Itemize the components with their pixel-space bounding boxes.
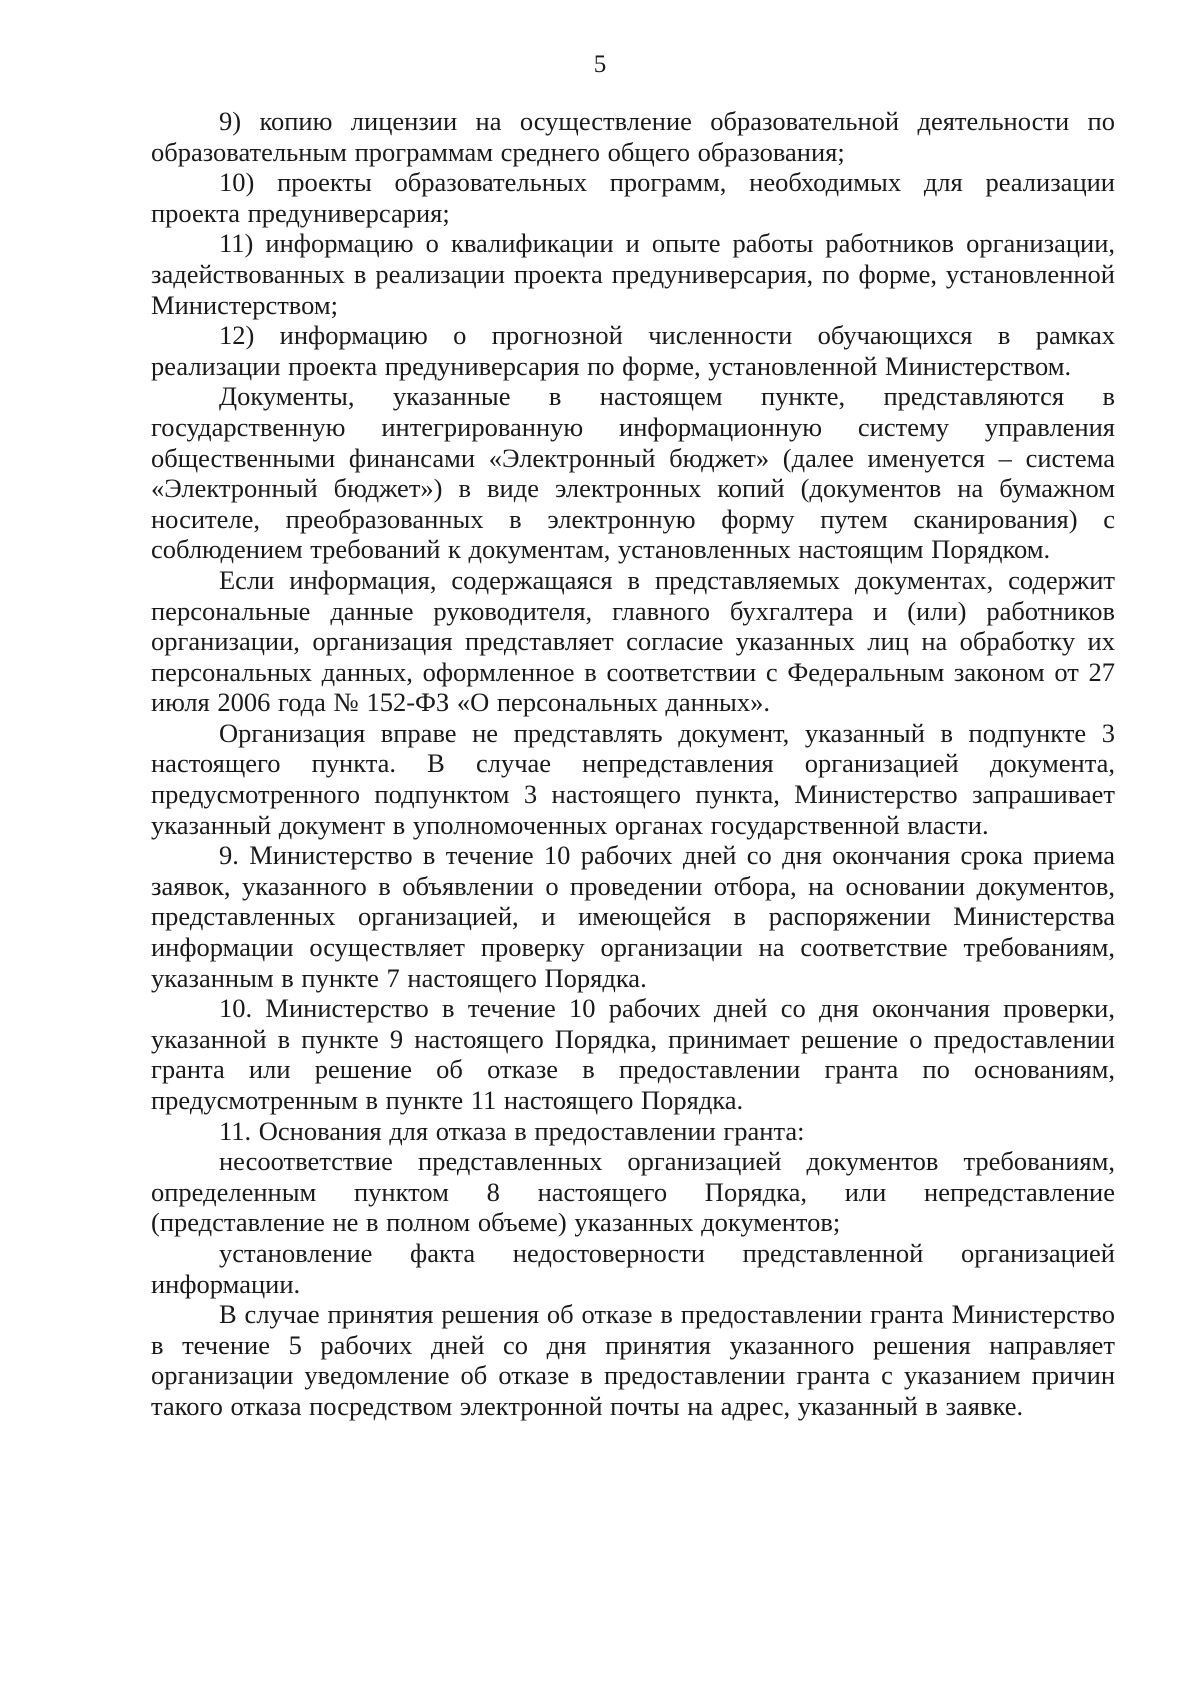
paragraph-personal-data: Если информация, содержащаяся в представляемых документах, содержит персональные данные руководителя, главного бухгалтера и (или) работников организации, организация представляет согласие указанных лиц на обработку их персональных данных, оформленное в соответствии с Федеральным законом от 27 июля 2006 года № 152-ФЗ «О персональных данных». (151, 564, 1115, 718)
paragraph-refusal-notice: В случае принятия решения об отказе в предоставлении гранта Министерство в течение 5 рабочих дней со дня принятия указанного решения направляет организации уведомление об отказе в предоставлении гранта с указанием причин такого отказа посредством электронной почты на адрес, указанный в заявке. (151, 1299, 1115, 1421)
paragraph-documents-submission: Документы, указанные в настоящем пункте, представляются в государственную интегрированную информационную систему управления общественными финансами «Электронный бюджет» (далее именуется – система «Электронный бюджет») в виде электронных копий (документов на бумажном носителе, преобразованных в электронную форму путем сканирования) с соблюдением требований к документам, установленных настоящим Порядком. (151, 381, 1115, 565)
document-body (151, 106, 1115, 1422)
paragraph-item-11: 11) информацию о квалификации и опыте работы работников организации, задействованных в реализации проекта предуниверсария, по форме, установленной Министерством; (151, 228, 1115, 320)
paragraph-item-10: 10) проекты образовательных программ, необходимых для реализации проекта предуниверсария; (151, 167, 1115, 228)
page-number: 5 (593, 51, 607, 78)
paragraph-clause-11: 11. Основания для отказа в предоставлении гранта: (219, 1115, 805, 1146)
paragraph-clause-10: 10. Министерство в течение 10 рабочих дней со дня окончания проверки, указанной в пункте 9 настоящего Порядка, принимает решение о предоставлении гранта или решение об отказе в предоставлении гранта по основаниям, предусмотренным в пункте 11 настоящего Порядка. (151, 993, 1115, 1115)
paragraph-item-12: 12) информацию о прогнозной численности обучающихся в рамках реализации проекта предуниверсария по форме, установленной Министерством. (151, 320, 1115, 381)
paragraph-optional-document: Организация вправе не представлять документ, указанный в подпункте 3 настоящего пункта. В случае непредставления организацией документа, предусмотренного подпунктом 3 настоящего пункта, Министерство запрашивает указанный документ в уполномоченных органах государственной власти. (151, 717, 1115, 840)
paragraph-clause-9: 9. Министерство в течение 10 рабочих дней со дня окончания срока приема заявок, указанного в объявлении о проведении отбора, на основании документов, представленных организацией, и имеющейся в распоряжении Министерства информации осуществляет проверку организации на соответствие требованиям, указанным в пункте 7 настоящего Порядка. (151, 840, 1115, 993)
paragraph-refusal-ground-2: установление факта недостоверности представленной организацией информации. (151, 1237, 1115, 1299)
paragraph-refusal-ground-1: несоответствие представленных организацией документов требованиям, определенным пунктом 8 настоящего Порядка, или непредставление (представление не в полном объеме) указанных документов; (151, 1146, 1115, 1238)
paragraph-item-9: 9) копию лицензии на осуществление образовательной деятельности по образовательным программам среднего общего образования; (151, 106, 1115, 167)
